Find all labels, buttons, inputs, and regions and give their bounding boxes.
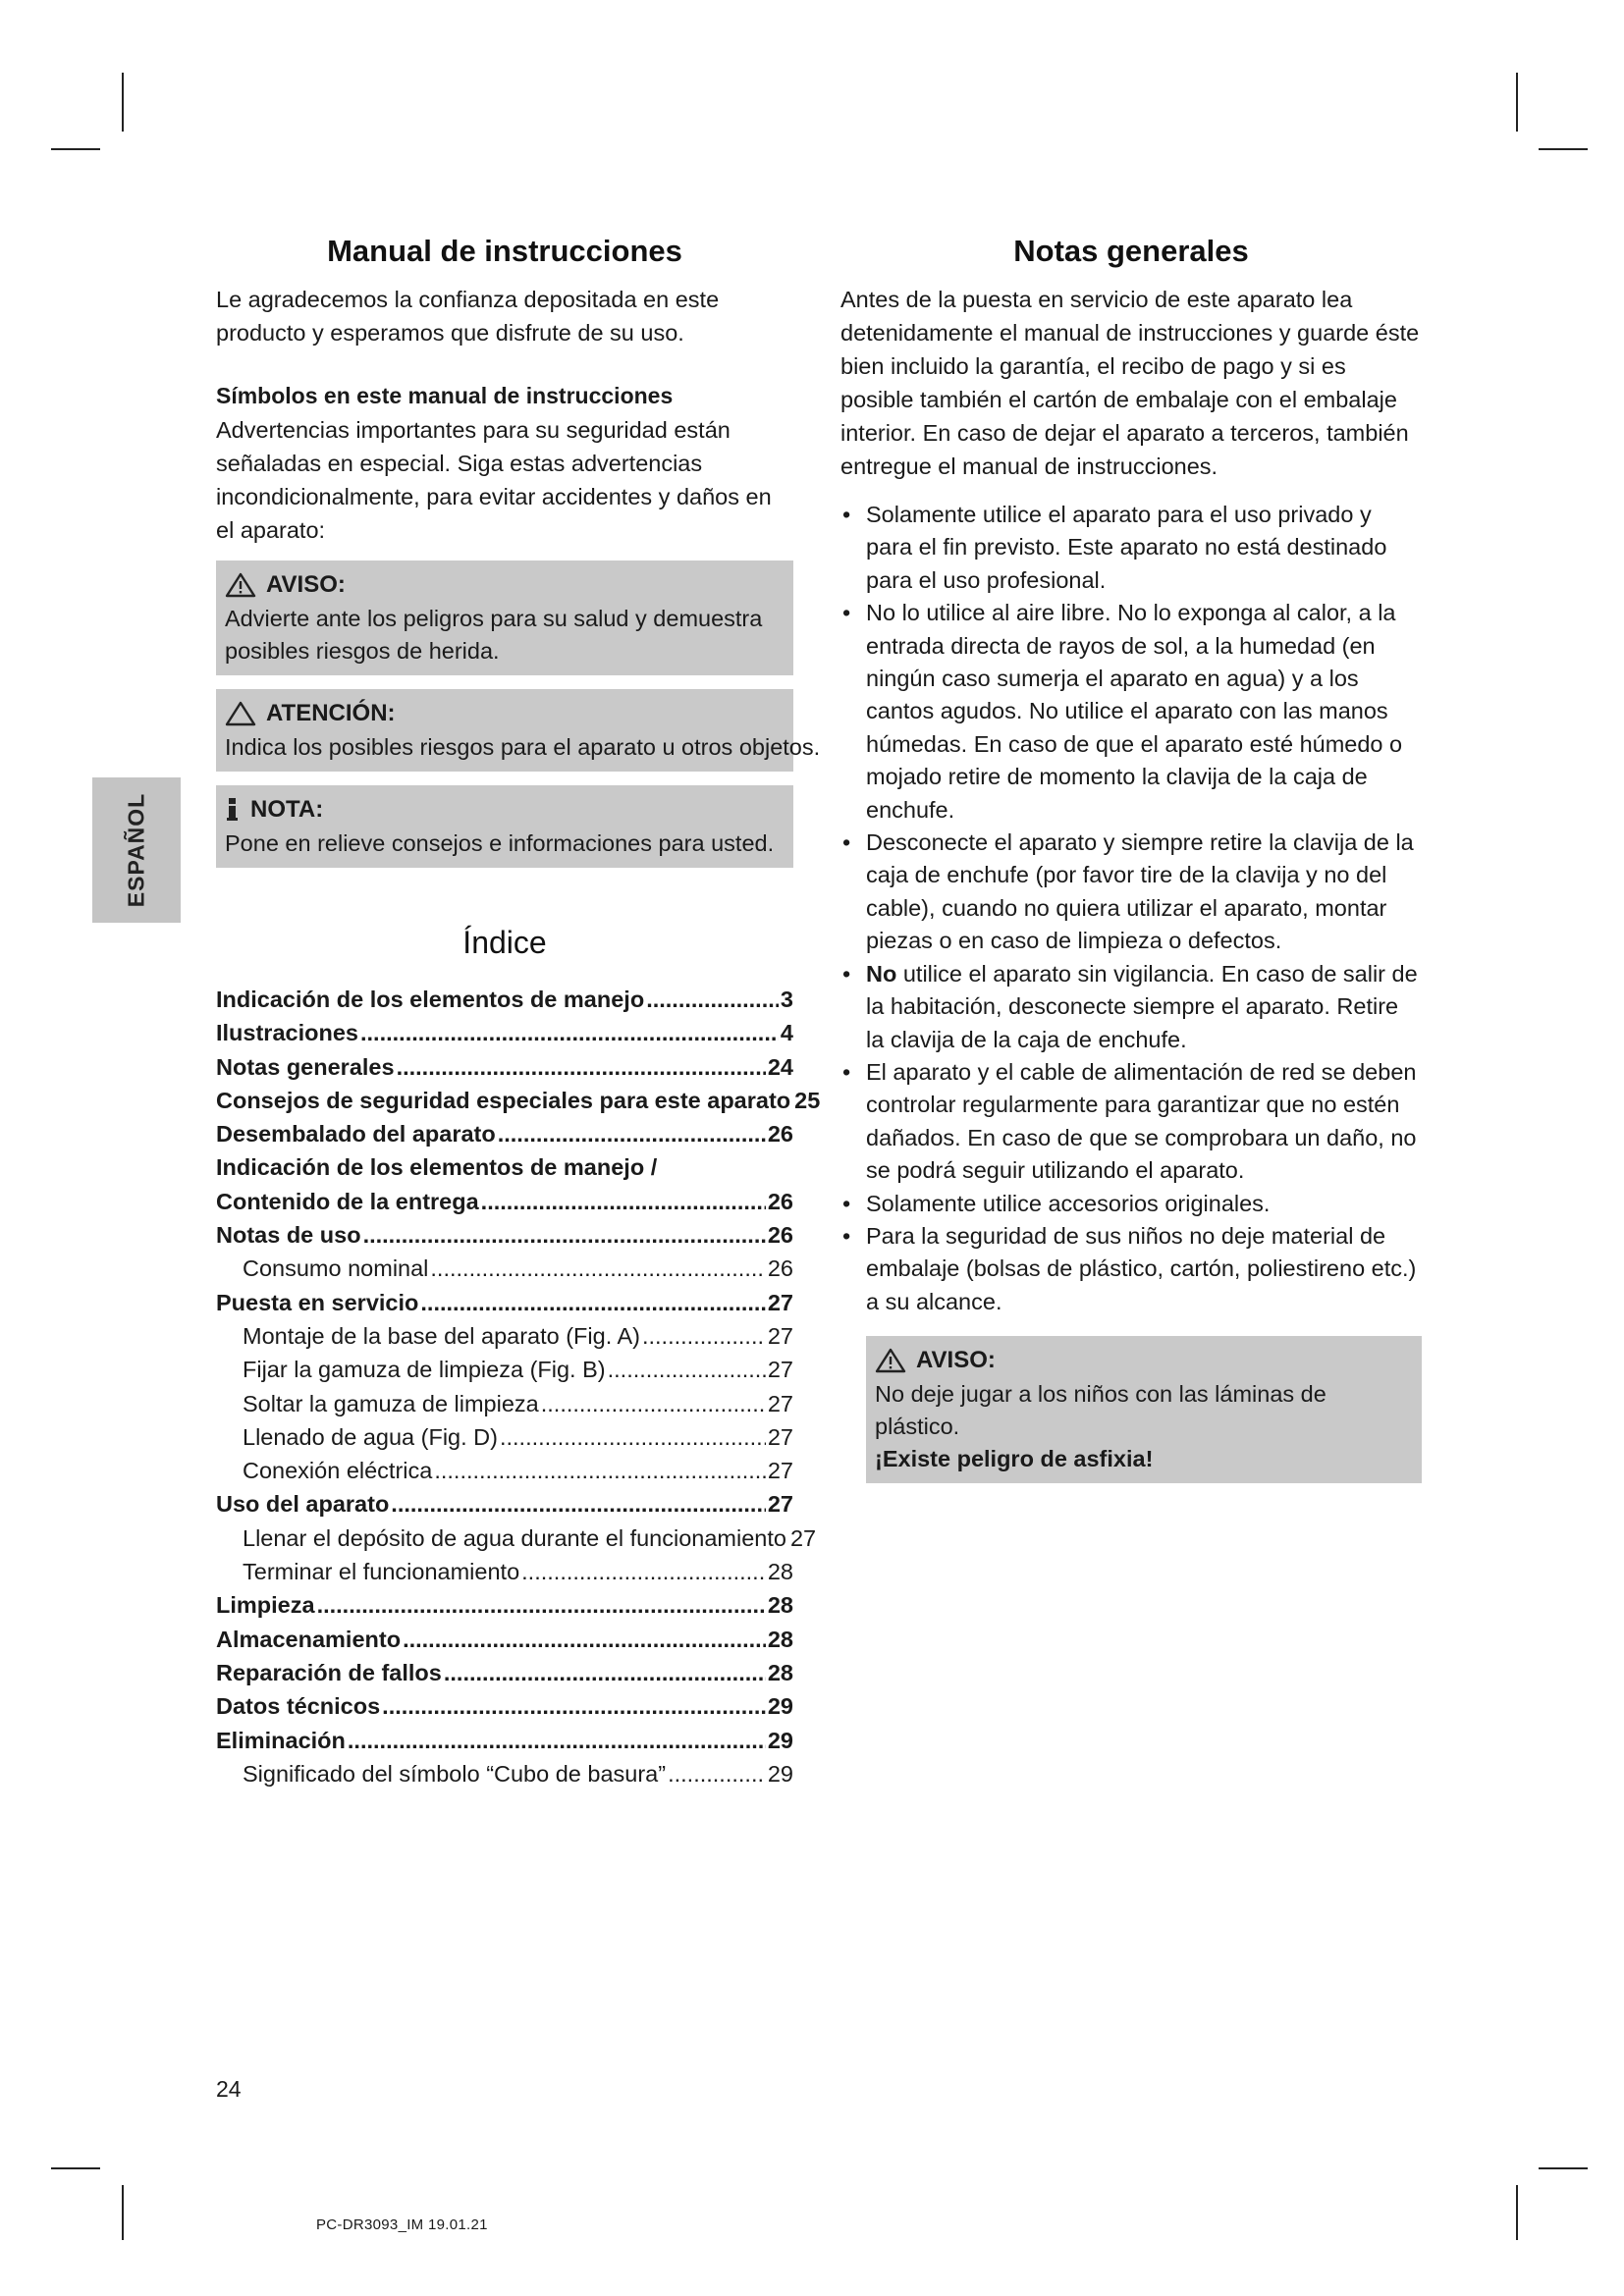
symbols-text: Advertencias importantes para su seguridad están señaladas en especial. Siga estas advertencias incondicionalmente, para evitar accidentes y daños en el aparato: xyxy=(216,417,772,543)
toc-entry-page: 27 xyxy=(789,1524,817,1551)
toc-subentry[interactable] xyxy=(216,1353,793,1386)
aviso-emphasis: ¡Existe peligro de asfixia! xyxy=(875,1446,1154,1472)
toc-entry-title: Terminar el funcionamiento xyxy=(243,1559,520,1585)
toc-entry[interactable] xyxy=(216,1286,793,1319)
list-item-bold: No xyxy=(866,960,897,987)
list-item: • Solamente utilice el aparato para el uso privado y para el fin previsto. Este aparato no está destinado para el uso profesional. xyxy=(840,499,1422,597)
general-notes-title: Notas generales xyxy=(1013,234,1249,268)
aviso-title: AVISO: xyxy=(916,1347,996,1374)
toc-entry[interactable] xyxy=(216,1689,793,1723)
toc-entry-title: Fijar la gamuza de limpieza (Fig. B) xyxy=(243,1357,606,1383)
toc-entry-title: Consumo nominal xyxy=(243,1255,429,1282)
toc-entry[interactable] xyxy=(216,1218,793,1252)
crop-mark xyxy=(1516,73,1518,132)
toc-entry-title: Notas generales xyxy=(216,1053,395,1080)
toc-entry-title: Indicación de los elementos de manejo / xyxy=(216,1154,658,1181)
toc-entry-title: Llenar el depósito de agua durante el funcionamiento xyxy=(243,1524,786,1551)
toc-entry-title: Desembalado del aparato xyxy=(216,1121,496,1148)
toc-subentry[interactable] xyxy=(216,1387,793,1420)
crop-mark xyxy=(1539,148,1588,150)
toc-entry-title: Reparación de fallos xyxy=(216,1659,442,1685)
toc-entry[interactable] xyxy=(216,1487,793,1521)
toc-entry-page: 27 xyxy=(767,1458,793,1484)
toc-entry-title: Indicación de los elementos de manejo xyxy=(216,987,645,1012)
toc-entry-page: 25 xyxy=(794,1087,821,1113)
toc-subentry[interactable] xyxy=(216,1522,817,1555)
toc-entry-page: 28 xyxy=(767,1626,793,1652)
aviso-box-children xyxy=(866,1336,1422,1483)
left-column xyxy=(216,234,821,1790)
toc-title: Índice xyxy=(462,925,547,960)
language-tab-label: ESPAÑOL xyxy=(123,792,149,908)
toc-entry-title: Limpieza xyxy=(216,1592,315,1619)
table-of-contents xyxy=(216,983,821,1790)
toc-entry-page: 27 xyxy=(767,1289,793,1315)
toc-entry-title: Soltar la gamuza de limpieza xyxy=(243,1390,539,1416)
atencion-box xyxy=(216,689,821,772)
toc-entry-title: Eliminación xyxy=(216,1727,346,1753)
info-icon xyxy=(225,797,241,823)
toc-subentry[interactable] xyxy=(216,1757,793,1790)
toc-subentry[interactable] xyxy=(216,1555,793,1588)
list-item: • El aparato y el cable de alimentación de red se deben controlar regularmente para garantizar que no estén dañados. En caso de que se comprobara un daño, no se podrá seguir utilizando el aparato. xyxy=(840,1056,1422,1188)
footer-code: PC-DR3093_IM 19.01.21 xyxy=(316,2216,488,2233)
toc-entry-title: Consejos de seguridad especiales para este aparato xyxy=(216,1087,791,1113)
toc-entry-page: 26 xyxy=(767,1121,793,1148)
warning-triangle-icon xyxy=(875,1348,906,1373)
toc-entry-title: Notas de uso xyxy=(216,1222,361,1249)
toc-entry-page: 3 xyxy=(780,987,793,1012)
list-item: • Desconecte el aparato y siempre retire la clavija de la caja de enchufe (por favor tire de la clavija y no del cable), cuando no quiera utilizar el aparato, montar piezas o en caso de limpieza o defectos. xyxy=(840,827,1422,958)
toc-entry-page: 27 xyxy=(767,1491,793,1518)
toc-entry-page: 28 xyxy=(767,1659,793,1685)
toc-entry-title: Datos técnicos xyxy=(216,1693,381,1720)
nota-box xyxy=(216,785,793,868)
toc-entry[interactable] xyxy=(216,1588,793,1622)
language-tab xyxy=(92,777,181,923)
crop-mark xyxy=(51,2167,100,2169)
aviso-title: AVISO: xyxy=(266,571,346,598)
toc-entry-title: Montaje de la base del aparato (Fig. A) xyxy=(243,1322,640,1349)
toc-entry-page: 24 xyxy=(767,1053,793,1080)
toc-entry-page: 4 xyxy=(780,1020,793,1046)
list-item: • Solamente utilice accesorios originales. xyxy=(840,1188,1422,1220)
toc-subentry[interactable] xyxy=(216,1319,793,1353)
toc-entry-page: 29 xyxy=(767,1727,793,1753)
toc-entry[interactable] xyxy=(216,1016,793,1049)
toc-subentry[interactable] xyxy=(216,1420,793,1454)
crop-mark xyxy=(1539,2167,1588,2169)
atencion-title: ATENCIÓN: xyxy=(266,700,396,726)
toc-entry-title: Conexión eléctrica xyxy=(243,1458,433,1484)
warning-triangle-icon xyxy=(225,572,256,598)
toc-entry-title: Uso del aparato xyxy=(216,1491,390,1518)
toc-entry[interactable] xyxy=(216,983,793,1016)
toc-entry[interactable] xyxy=(216,1656,793,1689)
safety-list xyxy=(840,499,1422,1318)
toc-entry[interactable] xyxy=(216,1185,793,1218)
toc-entry-page: 26 xyxy=(767,1222,793,1249)
right-column xyxy=(840,234,1422,1497)
toc-entry-page: 29 xyxy=(767,1760,793,1787)
aviso-text: Advierte ante los peligros para su salud y demuestra posibles riesgos de herida. xyxy=(225,606,763,664)
toc-entry-page: 26 xyxy=(767,1255,793,1282)
toc-entry-title: Puesta en servicio xyxy=(216,1289,419,1315)
manual-title: Manual de instrucciones xyxy=(327,234,682,268)
toc-entry[interactable] xyxy=(216,1623,793,1656)
general-notes-intro: Antes de la puesta en servicio de este aparato lea detenidamente el manual de instrucciones y guarde éste bien incluido la garantía, el recibo de pago y si es posible también el cartón de embalaje con el embalaje interior. En caso de dejar el aparato a terceros, también entregue el manual de instrucciones. xyxy=(840,287,1420,479)
toc-entry-page: 27 xyxy=(767,1423,793,1450)
aviso-text: No deje jugar a los niños con las láminas de plástico. xyxy=(875,1381,1326,1440)
nota-text: Pone en relieve consejos e informaciones para usted. xyxy=(225,830,775,856)
toc-subentry[interactable] xyxy=(216,1252,793,1285)
toc-entry[interactable] xyxy=(216,1084,821,1117)
toc-subentry[interactable] xyxy=(216,1454,793,1487)
toc-entry-title: Llenado de agua (Fig. D) xyxy=(243,1423,498,1450)
toc-entry[interactable] xyxy=(216,1050,793,1084)
nota-title: NOTA: xyxy=(250,796,324,823)
page-number: 24 xyxy=(216,2076,242,2102)
list-item: • No lo utilice al aire libre. No lo exponga al calor, a la entrada directa de rayos de sol, a la humedad (en ningún caso sumerja el aparato en agua) y a los cantos agudos. No utilice el aparato con las manos húmedas. En caso de que el aparato esté húmedo o mojado retire de momento la clavija de la caja de enchufe. xyxy=(840,597,1422,827)
caution-triangle-icon xyxy=(225,701,256,726)
crop-mark xyxy=(122,73,124,132)
atencion-text: Indica los posibles riesgos para el aparato u otros objetos. xyxy=(225,734,821,760)
aviso-box xyxy=(216,561,793,675)
toc-entry-page: 28 xyxy=(767,1559,793,1585)
toc-entry-title: Significado del símbolo “Cubo de basura” xyxy=(243,1760,667,1787)
toc-entry-page: 27 xyxy=(767,1390,793,1416)
toc-entry-title: Almacenamiento xyxy=(216,1626,402,1652)
symbols-heading: Símbolos en este manual de instrucciones xyxy=(216,383,674,408)
list-item xyxy=(840,958,1422,1056)
toc-entry-title: Contenido de la entrega xyxy=(216,1188,479,1214)
toc-entry-page: 29 xyxy=(767,1693,793,1720)
toc-entry-page: 27 xyxy=(767,1357,793,1383)
toc-entry-page: 27 xyxy=(767,1322,793,1349)
list-item-text: utilice el aparato sin vigilancia. En caso de salir de la habitación, desconecte siempre el aparato. Retire la clavija de la caja de enchufe. xyxy=(866,960,1418,1052)
intro-text: Le agradecemos la confianza depositada en este producto y esperamos que disfrute de su uso. xyxy=(216,287,720,346)
toc-entry[interactable] xyxy=(216,1724,793,1757)
list-item: • Para la seguridad de sus niños no deje material de embalaje (bolsas de plástico, cartón, poliestireno etc.) a su alcance. xyxy=(840,1220,1422,1318)
toc-entry-page: 28 xyxy=(767,1592,793,1619)
toc-entry-page: 26 xyxy=(767,1188,793,1214)
crop-mark xyxy=(122,2185,124,2240)
crop-mark xyxy=(1516,2185,1518,2240)
toc-entry-title: Ilustraciones xyxy=(216,1020,358,1046)
crop-mark xyxy=(51,148,100,150)
toc-entry[interactable] xyxy=(216,1117,793,1150)
